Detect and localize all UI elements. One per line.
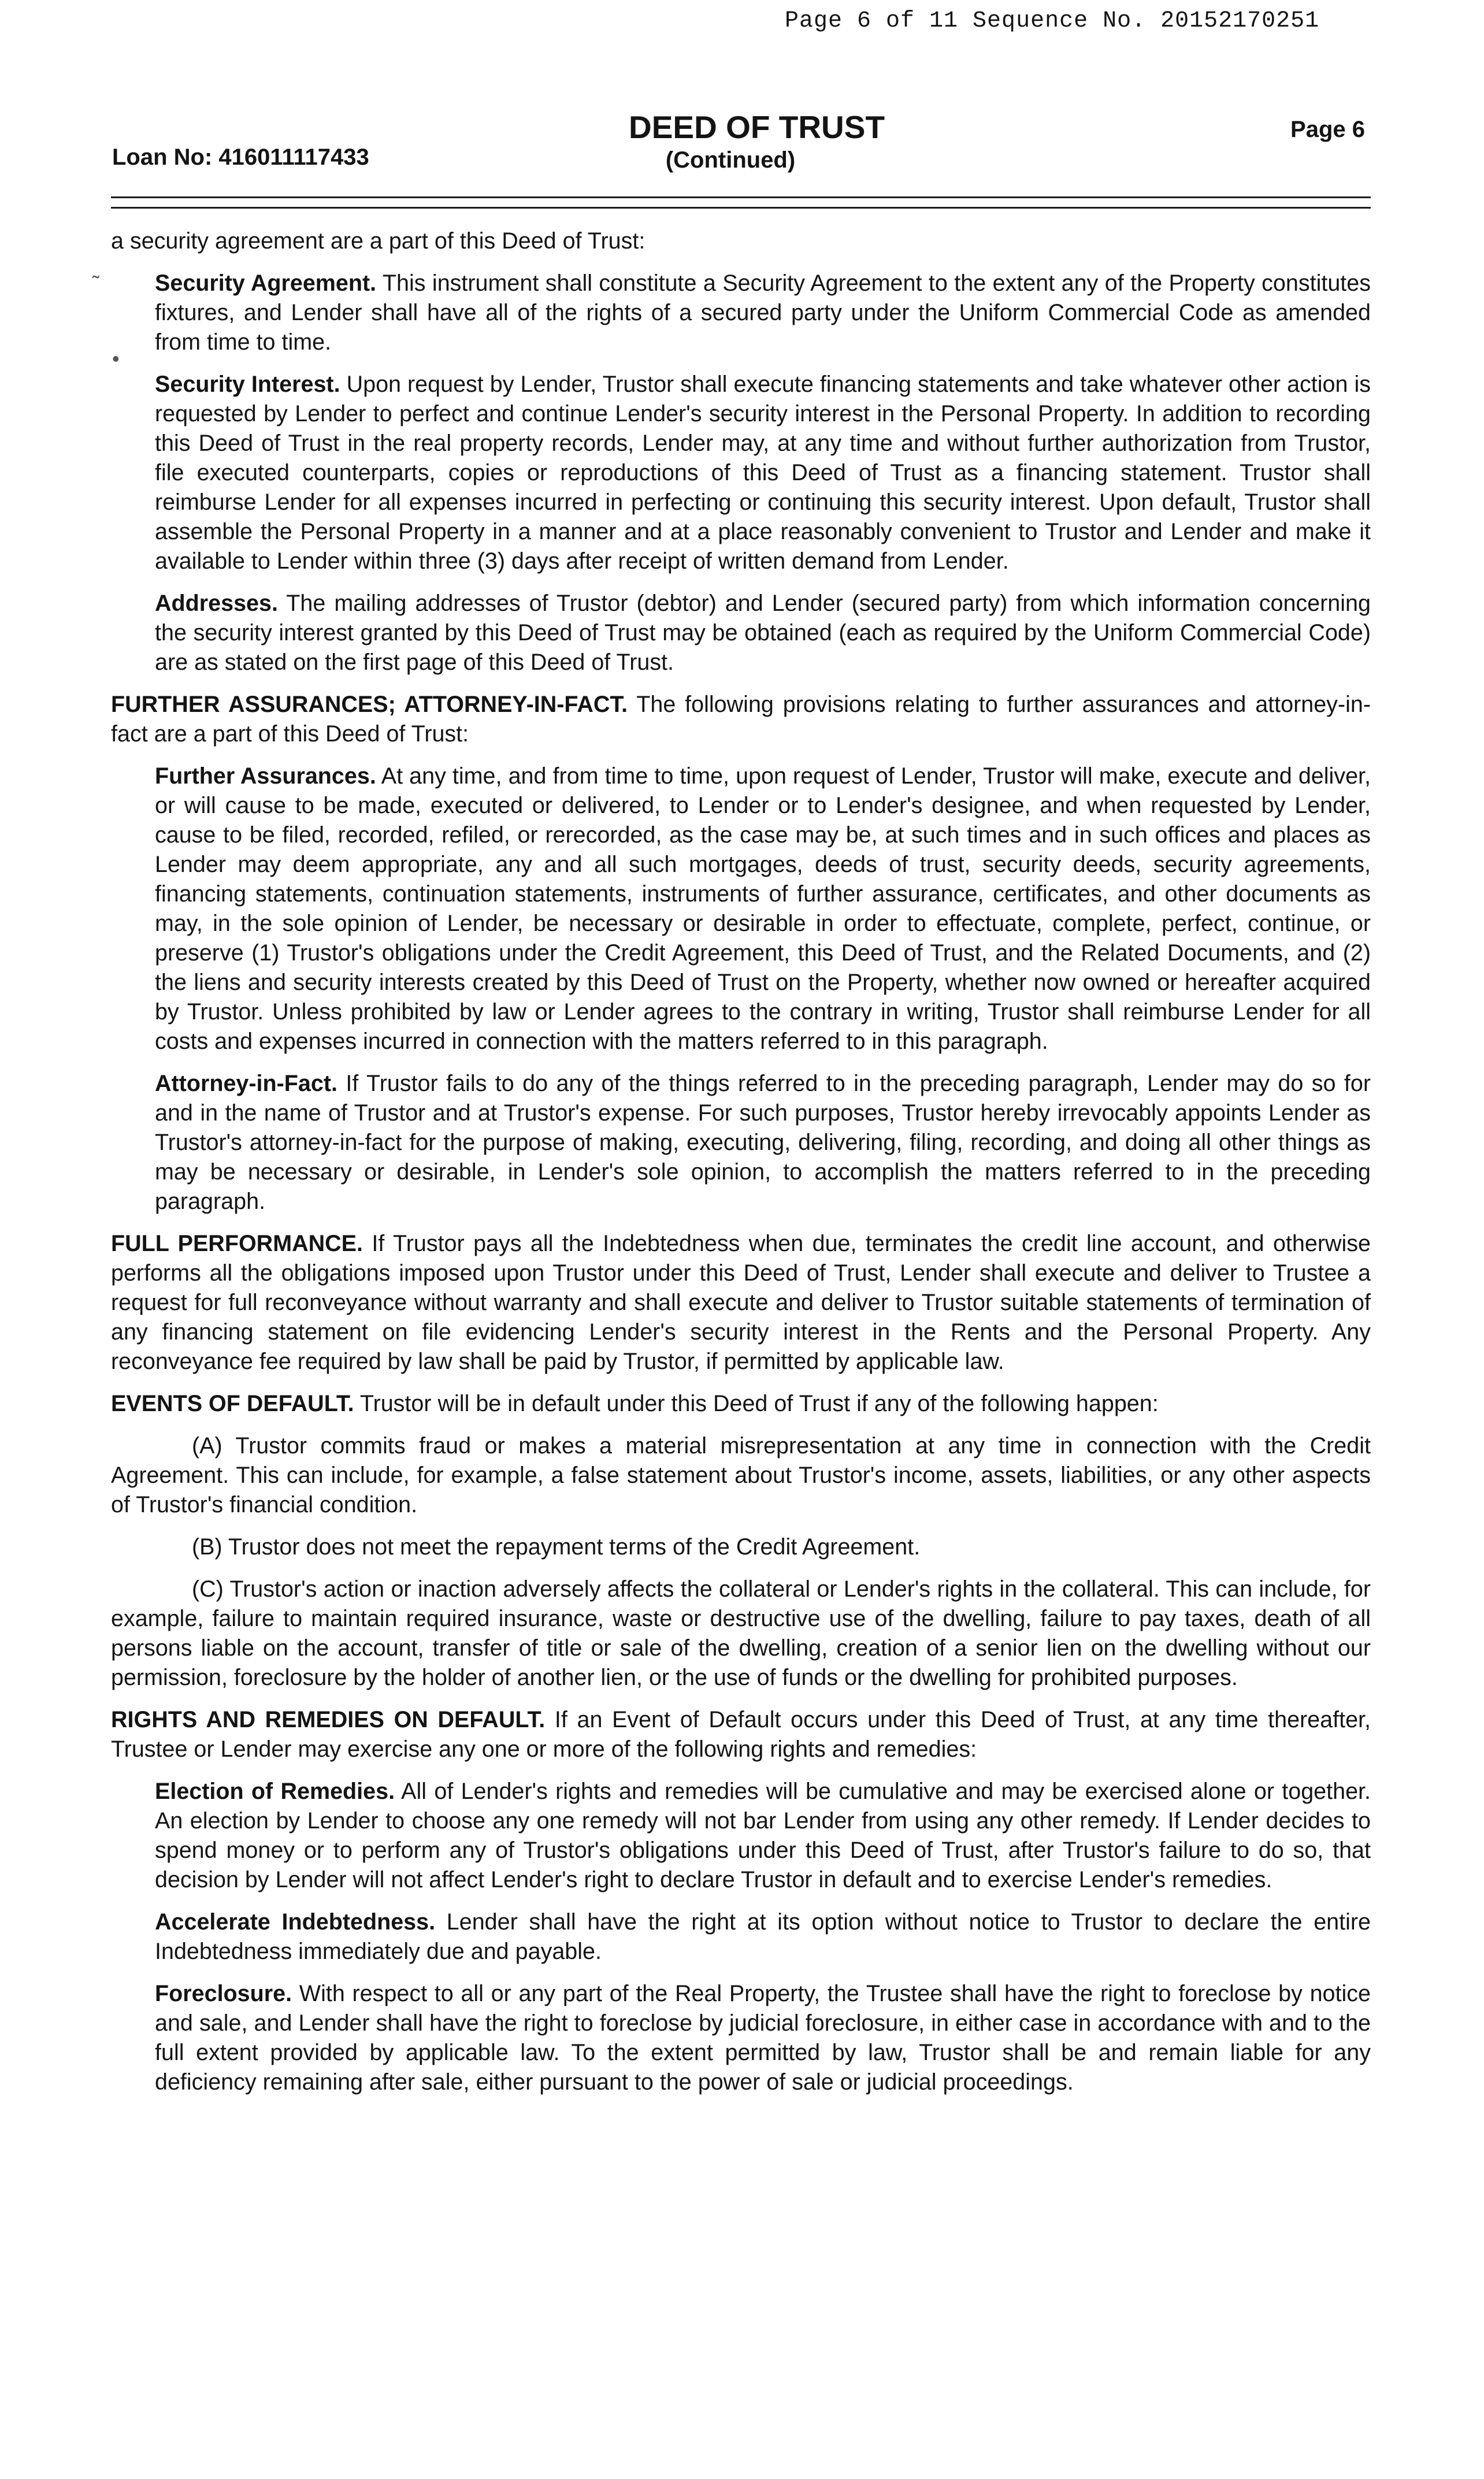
section-text: All of Lender's rights and remedies will be cumulative and may be exercised alone or together. An election by Lender to choose any one remedy will not bar Lender from using any other remedy. If Lender decides to spend money or to perform any of Trustor's obligations under this Deed of Trust, after Trustor's failure to do so, that decision by Lender will not affect Lender's right to declare Trustor in default and to exercise Lender's remedies. <box>155 1779 1371 1892</box>
section-heading: Further Assurances. <box>155 763 376 789</box>
section-text: Upon request by Lender, Trustor shall execute financing statements and take whatever other action is requested by Lender to perfect and continue Lender's security interest in the Personal Property. In addition to recording this Deed of Trust in the real property records, Lender may, at any time and without further authorization from Trustor, file executed counterparts, copies or reproductions of this Deed of Trust as a financing statement. Trustor shall reimburse Lender for all expenses incurred in perfecting or continuing this security interest. Upon default, Trustor shall assemble the Personal Property in a manner and at a place reasonably convenient to Trustor and Lender and make it available to Lender within three (3) days after receipt of written demand from Lender. <box>155 372 1371 574</box>
section-heading: FURTHER ASSURANCES; ATTORNEY-IN-FACT. <box>111 692 628 717</box>
events-of-default-paragraph <box>111 1389 1371 1419</box>
intro-paragraph: a security agreement are a part of this Deed of Trust: <box>111 228 645 254</box>
page-label: Page 6 <box>1290 117 1365 142</box>
section-heading: Election of Remedies. <box>155 1779 395 1804</box>
header-rule-bottom <box>111 207 1371 209</box>
section-heading: FULL PERFORMANCE. <box>111 1231 363 1256</box>
section-heading: Security Interest. <box>155 372 340 397</box>
sequence-line: Page 6 of 11 Sequence No. 20152170251 <box>785 8 1320 34</box>
section-heading: Addresses. <box>155 591 278 616</box>
security-interest-paragraph <box>155 370 1371 576</box>
section-text: This instrument shall constitute a Security Agreement to the extent any of the Property constitutes fixtures, and Lender shall have all of the rights of a secured party under the Uniform Commercial Code as amended from time to time. <box>155 270 1371 355</box>
attorney-in-fact-paragraph <box>155 1069 1371 1216</box>
section-heading: Attorney-in-Fact. <box>155 1071 337 1096</box>
section-text: Trustor will be in default under this Deed of Trust if any of the following happen: <box>354 1391 1159 1416</box>
default-item-c: (C) Trustor's action or inaction adversely affects the collateral or Lender's rights in the collateral. This can include, for example, failure to maintain required insurance, waste or destructive use of the dwelling, failure to pay taxes, death of all persons liable on the account, transfer of title or sale of the dwelling, creation of a senior lien on the dwelling without our permission, foreclosure by the holder of another lien, or the use of funds or the dwelling for prohibited purposes. <box>111 1576 1371 1690</box>
section-text: If Trustor fails to do any of the things referred to in the preceding paragraph, Lender may do so for and in the name of Trustor and at Trustor's expense. For such purposes, Trustor hereby irrevocably appoints Lender as Trustor's attorney-in-fact for the purpose of making, executing, delivering, filing, recording, and doing all other things as may be necessary or desirable, in Lender's sole opinion, to accomplish the matters referred to in the preceding paragraph. <box>155 1071 1371 1214</box>
scan-mark: ˜ <box>92 272 99 295</box>
document-title: DEED OF TRUST <box>629 109 885 145</box>
section-text: If Trustor pays all the Indebtedness when due, terminates the credit line account, and otherwise performs all the obligations imposed upon Trustor under this Deed of Trust, Lender shall execute and deliver to Trustee a request for full reconveyance without warranty and shall execute and deliver to Trustor suitable statements of termination of any financing statement on file evidencing Lender's security interest in the Rents and the Personal Property. Any reconveyance fee required by law shall be paid by Trustor, if permitted by applicable law. <box>111 1231 1371 1374</box>
section-heading: Security Agreement. <box>155 270 377 296</box>
section-text: Lender shall have the right at its option without notice to Trustor to declare the entire Indebtedness immediately due and payable. <box>155 1909 1371 1964</box>
default-item-b: (B) Trustor does not meet the repayment terms of the Credit Agreement. <box>192 1534 921 1560</box>
rights-and-remedies-paragraph <box>111 1705 1371 1764</box>
further-assurances-paragraph <box>155 762 1371 1056</box>
addresses-paragraph <box>155 589 1371 677</box>
foreclosure-paragraph <box>155 1979 1371 2097</box>
scan-mark: • <box>112 347 120 370</box>
full-performance-paragraph <box>111 1229 1371 1376</box>
election-of-remedies-paragraph <box>155 1777 1371 1895</box>
section-text: If an Event of Default occurs under this Deed of Trust, at any time thereafter, Trustee or Lender may exercise any one or more of the following rights and remedies: <box>111 1707 1371 1762</box>
section-text: With respect to all or any part of the Real Property, the Trustee shall have the right to foreclose by notice and sale, and Lender shall have the right to foreclose by judicial foreclosure, in either case in accordance with and to the full extent provided by applicable law. To the extent permitted by law, Trustor shall be and remain liable for any deficiency remaining after sale, either pursuant to the power of sale or judicial proceedings. <box>155 1981 1371 2095</box>
section-heading: EVENTS OF DEFAULT. <box>111 1391 354 1416</box>
section-heading: Accelerate Indebtedness. <box>155 1909 436 1935</box>
header-rule-top <box>111 196 1371 198</box>
section-text: The mailing addresses of Trustor (debtor) and Lender (secured party) from which information concerning the security interest granted by this Deed of Trust may be obtained (each as required by the Uniform Commercial Code) are as stated on the first page of this Deed of Trust. <box>155 591 1371 675</box>
section-text: At any time, and from time to time, upon request of Lender, Trustor will make, execute and deliver, or will cause to be made, executed or delivered, to Lender or to Lender's designee, and when requested by Lender, cause to be filed, recorded, refiled, or rerecorded, as the case may be, at such times and in such offices and places as Lender may deem appropriate, any and all such mortgages, deeds of trust, security deeds, security agreements, financing statements, continuation statements, instruments of further assurance, certificates, and other documents as may, in the sole opinion of Lender, be necessary or desirable in order to effectuate, complete, perfect, continue, or preserve (1) Trustor's obligations under the Credit Agreement, this Deed of Trust, and the Related Documents, and (2) the liens and security interests created by this Deed of Trust on the Property, whether now owned or hereafter acquired by Trustor. Unless prohibited by law or Lender agrees to the contrary in writing, Trustor shall reimburse Lender for all costs and expenses incurred in connection with the matters referred to in this paragraph. <box>155 763 1371 1054</box>
accelerate-indebtedness-paragraph <box>155 1908 1371 1966</box>
further-assurances-section-paragraph <box>111 690 1371 749</box>
section-heading: Foreclosure. <box>155 1981 292 2006</box>
loan-number: Loan No: 416011117433 <box>112 144 369 170</box>
document-subtitle: (Continued) <box>665 147 796 173</box>
default-item-a: (A) Trustor commits fraud or makes a material misrepresentation at any time in connection with the Credit Agreement. This can include, for example, a false statement about Trustor's income, assets, liabilities, or any other aspects of Trustor's financial condition. <box>111 1433 1371 1517</box>
document-body <box>111 227 1371 2110</box>
section-heading: RIGHTS AND REMEDIES ON DEFAULT. <box>111 1707 546 1732</box>
security-agreement-paragraph <box>155 269 1371 357</box>
section-text: The following provisions relating to further assurances and attorney-in-fact are a part of this Deed of Trust: <box>111 692 1371 747</box>
